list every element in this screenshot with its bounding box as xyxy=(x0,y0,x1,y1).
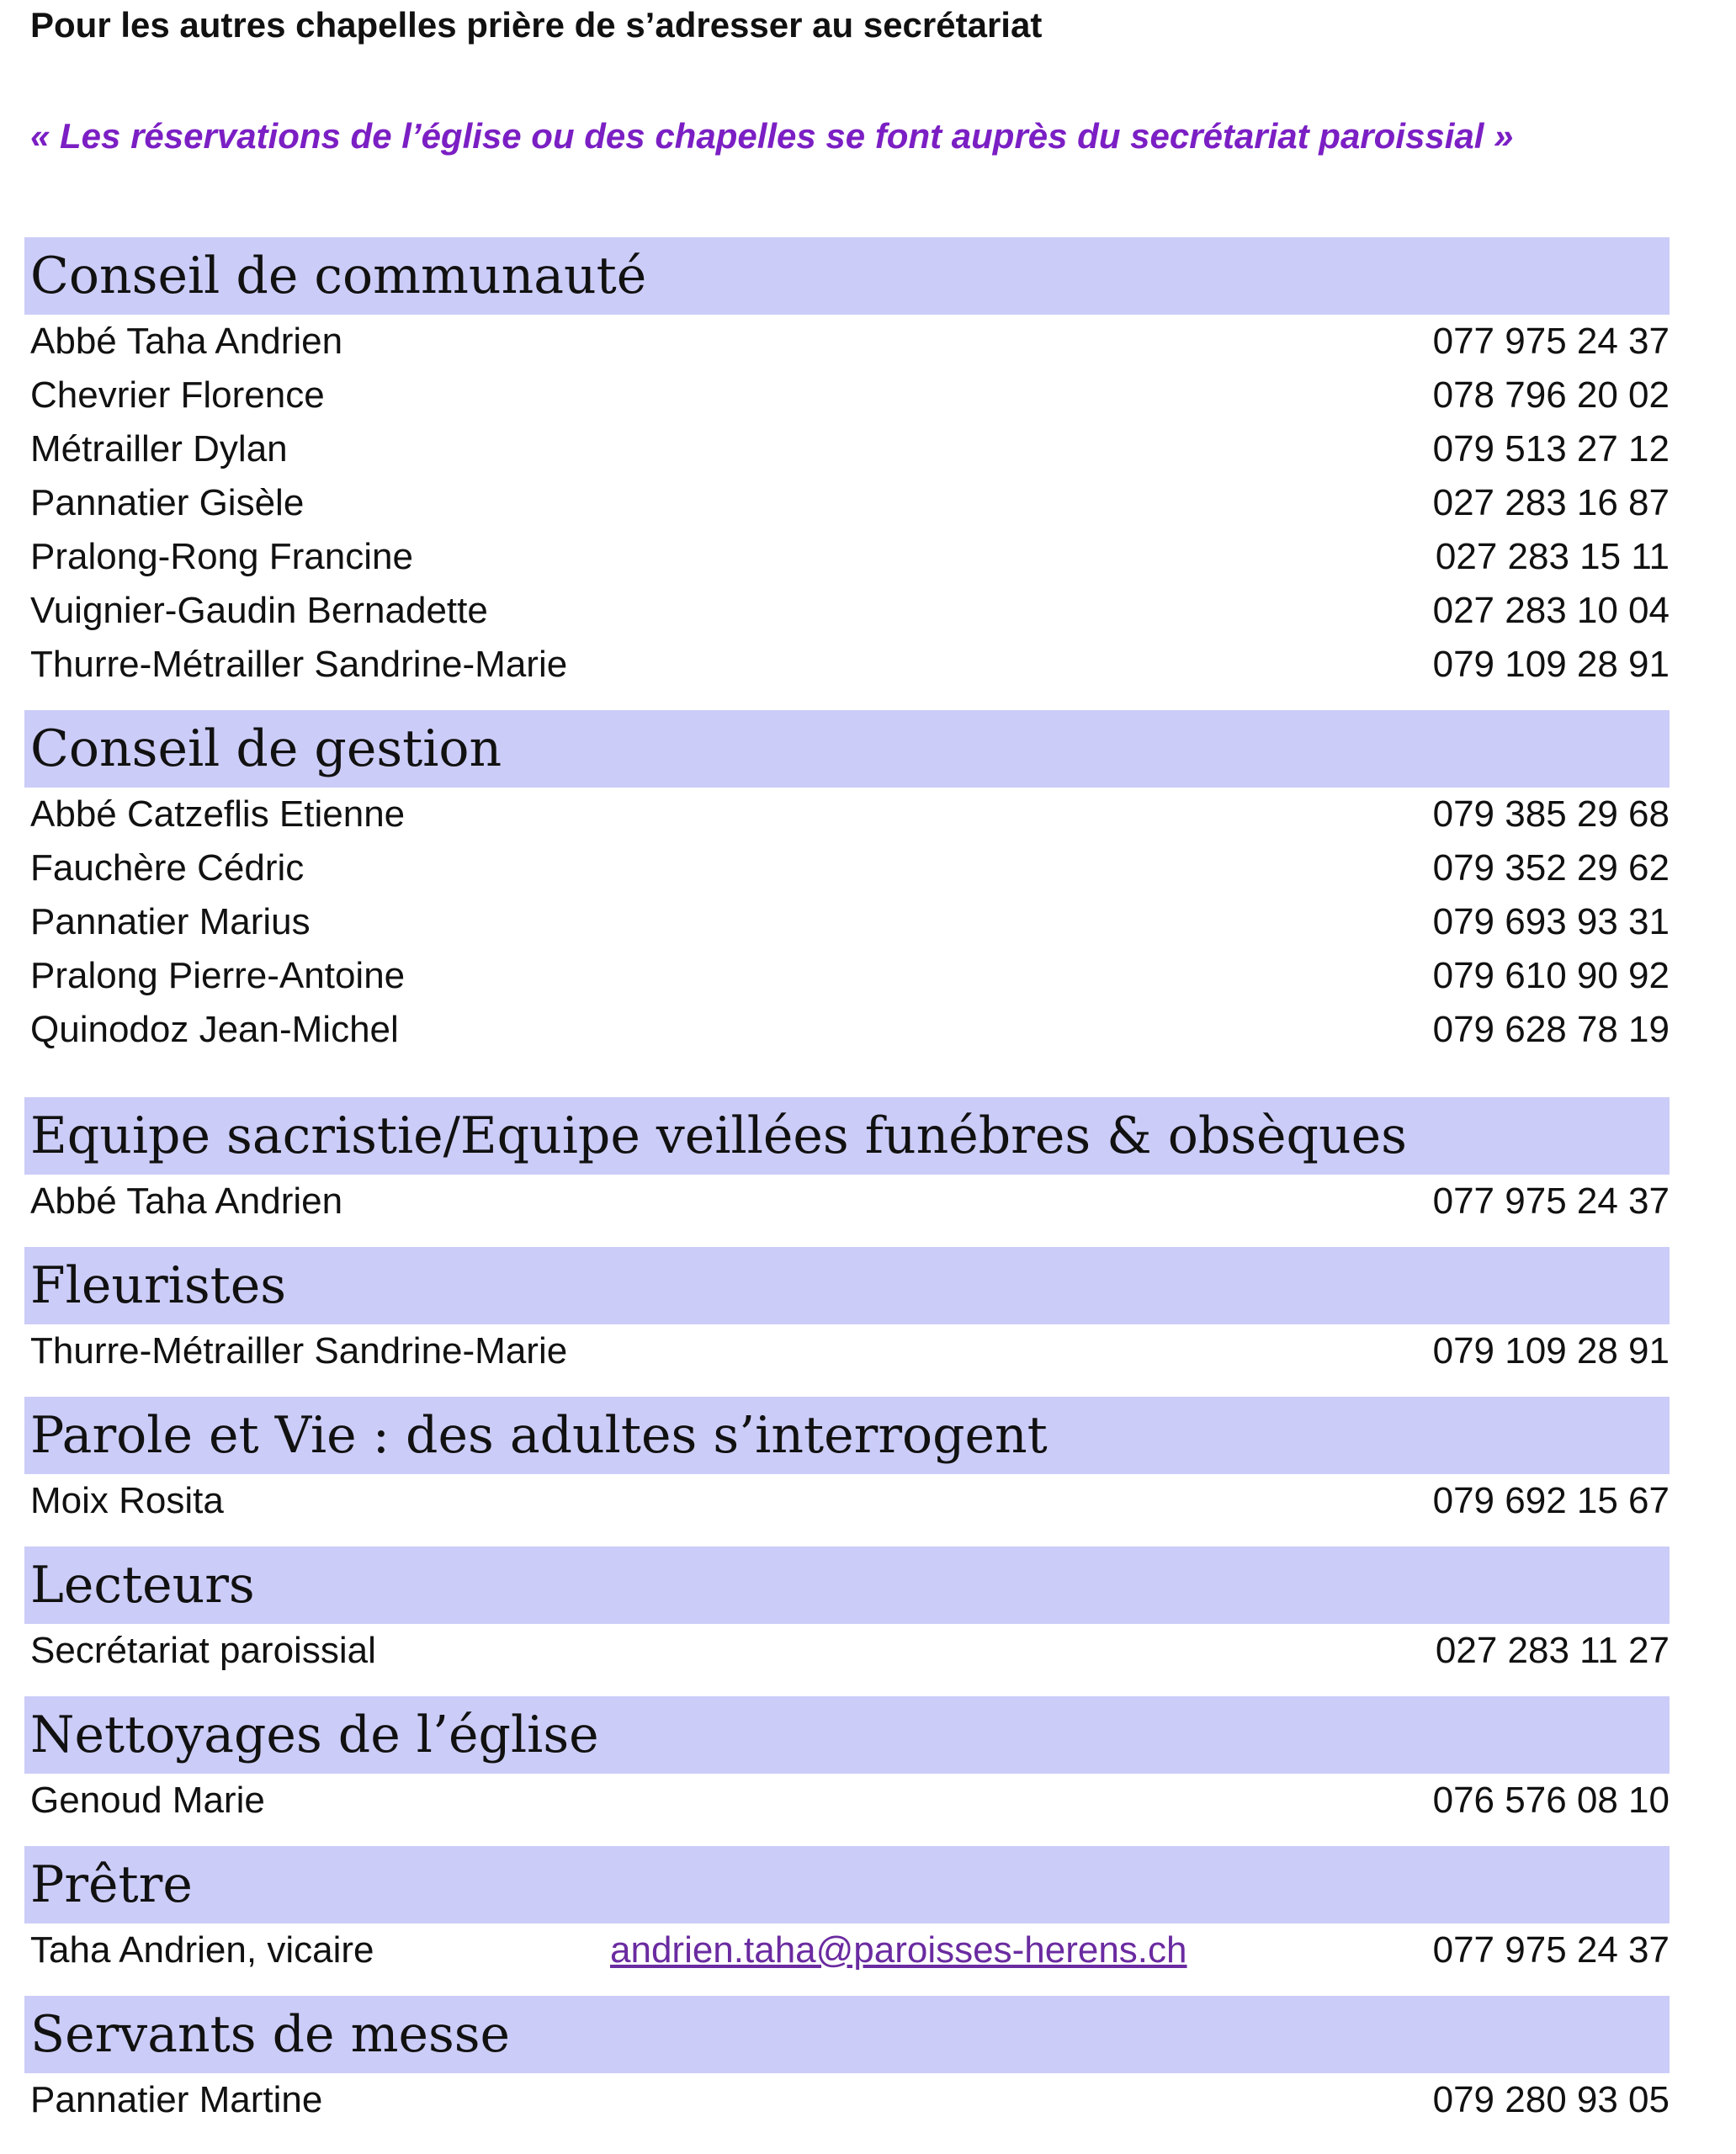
member-phone: 079 385 29 68 xyxy=(1432,793,1670,835)
spacer xyxy=(24,1828,1670,1846)
spacer xyxy=(24,1057,1670,1097)
member-name: Pannatier Martine xyxy=(30,2079,323,2120)
member-name: Genoud Marie xyxy=(30,1780,265,1821)
member-row xyxy=(24,1474,1670,1528)
member-name: Pralong Pierre-Antoine xyxy=(30,955,406,996)
member-row xyxy=(24,476,1670,530)
member-name: Moix Rosita xyxy=(30,1480,224,1521)
member-row xyxy=(24,2073,1670,2127)
member-name: Vuignier-Gaudin Bernadette xyxy=(30,590,488,631)
member-name: Thurre-Métrailler Sandrine-Marie xyxy=(30,1330,568,1371)
member-row xyxy=(24,369,1670,422)
member-row xyxy=(24,315,1670,369)
member-row xyxy=(24,895,1670,949)
member-name: Pannatier Marius xyxy=(30,901,311,942)
member-phone: 079 513 27 12 xyxy=(1432,428,1670,470)
member-name: Secrétariat paroissial xyxy=(30,1630,376,1671)
member-name: Thurre-Métrailler Sandrine-Marie xyxy=(30,644,568,685)
email-link[interactable]: andrien.taha@paroisses-herens.ch xyxy=(610,1929,1187,1971)
member-phone: 079 109 28 91 xyxy=(1432,644,1670,685)
member-phone: 079 280 93 05 xyxy=(1432,2079,1670,2120)
member-row xyxy=(24,841,1670,895)
member-name: Abbé Taha Andrien xyxy=(30,1180,343,1222)
spacer xyxy=(24,1977,1670,1996)
section-header-conseil-communaute: Conseil de communauté xyxy=(24,237,1670,315)
member-phone: 077 975 24 37 xyxy=(1432,1180,1670,1222)
reservation-note: « Les réservations de l’église ou des chapelles se font auprès du secrétariat paroissial » xyxy=(30,116,1514,156)
spacer xyxy=(24,692,1670,710)
member-phone: 027 283 16 87 xyxy=(1432,482,1670,523)
member-row xyxy=(24,1175,1670,1228)
member-phone: 079 692 15 67 xyxy=(1432,1480,1670,1521)
contact-sections xyxy=(24,237,1670,2127)
member-row xyxy=(24,638,1670,692)
member-row xyxy=(24,949,1670,1003)
member-name: Abbé Catzeflis Etienne xyxy=(30,793,406,835)
chapels-note: Pour les autres chapelles prière de s’adresser au secrétariat xyxy=(30,5,1043,45)
member-phone: 079 352 29 62 xyxy=(1432,847,1670,889)
member-phone: 027 283 15 11 xyxy=(1435,536,1670,577)
member-phone: 077 975 24 37 xyxy=(1432,321,1670,362)
member-name: Métrailler Dylan xyxy=(30,428,288,470)
spacer xyxy=(24,1378,1670,1397)
member-row xyxy=(24,1003,1670,1057)
member-row xyxy=(24,1624,1670,1678)
section-header-equipe-sacristie: Equipe sacristie/Equipe veillées funébres & obsèques xyxy=(24,1097,1670,1175)
section-header-pretre: Prêtre xyxy=(24,1846,1670,1923)
member-row xyxy=(24,584,1670,638)
member-phone: 027 283 11 27 xyxy=(1435,1630,1670,1671)
member-name: Fauchère Cédric xyxy=(30,847,305,889)
member-name: Abbé Taha Andrien xyxy=(30,321,343,362)
member-row xyxy=(24,1774,1670,1828)
section-header-parole-vie: Parole et Vie : des adultes s’interrogent xyxy=(24,1397,1670,1474)
spacer xyxy=(24,1678,1670,1696)
member-phone: 078 796 20 02 xyxy=(1432,374,1670,416)
member-name: Pralong-Rong Francine xyxy=(30,536,413,577)
section-header-conseil-gestion: Conseil de gestion xyxy=(24,710,1670,788)
member-name: Pannatier Gisèle xyxy=(30,482,305,523)
member-row xyxy=(24,1324,1670,1378)
section-header-nettoyages: Nettoyages de l’église xyxy=(24,1696,1670,1774)
member-phone: 079 693 93 31 xyxy=(1432,901,1670,942)
spacer xyxy=(24,1228,1670,1247)
member-phone: 076 576 08 10 xyxy=(1432,1780,1670,1821)
member-phone: 079 610 90 92 xyxy=(1432,955,1670,996)
member-name: Taha Andrien, vicaire xyxy=(30,1929,374,1971)
section-header-servants: Servants de messe xyxy=(24,1996,1670,2073)
member-phone: 077 975 24 37 xyxy=(1432,1929,1670,1971)
member-row xyxy=(24,788,1670,841)
section-header-fleuristes: Fleuristes xyxy=(24,1247,1670,1324)
member-name: Quinodoz Jean-Michel xyxy=(30,1009,399,1050)
member-row xyxy=(24,1923,1670,1977)
member-row xyxy=(24,530,1670,584)
spacer xyxy=(24,1528,1670,1547)
section-header-lecteurs: Lecteurs xyxy=(24,1547,1670,1624)
member-phone: 027 283 10 04 xyxy=(1432,590,1670,631)
member-phone: 079 628 78 19 xyxy=(1432,1009,1670,1050)
member-row xyxy=(24,422,1670,476)
member-name: Chevrier Florence xyxy=(30,374,325,416)
member-phone: 079 109 28 91 xyxy=(1432,1330,1670,1371)
